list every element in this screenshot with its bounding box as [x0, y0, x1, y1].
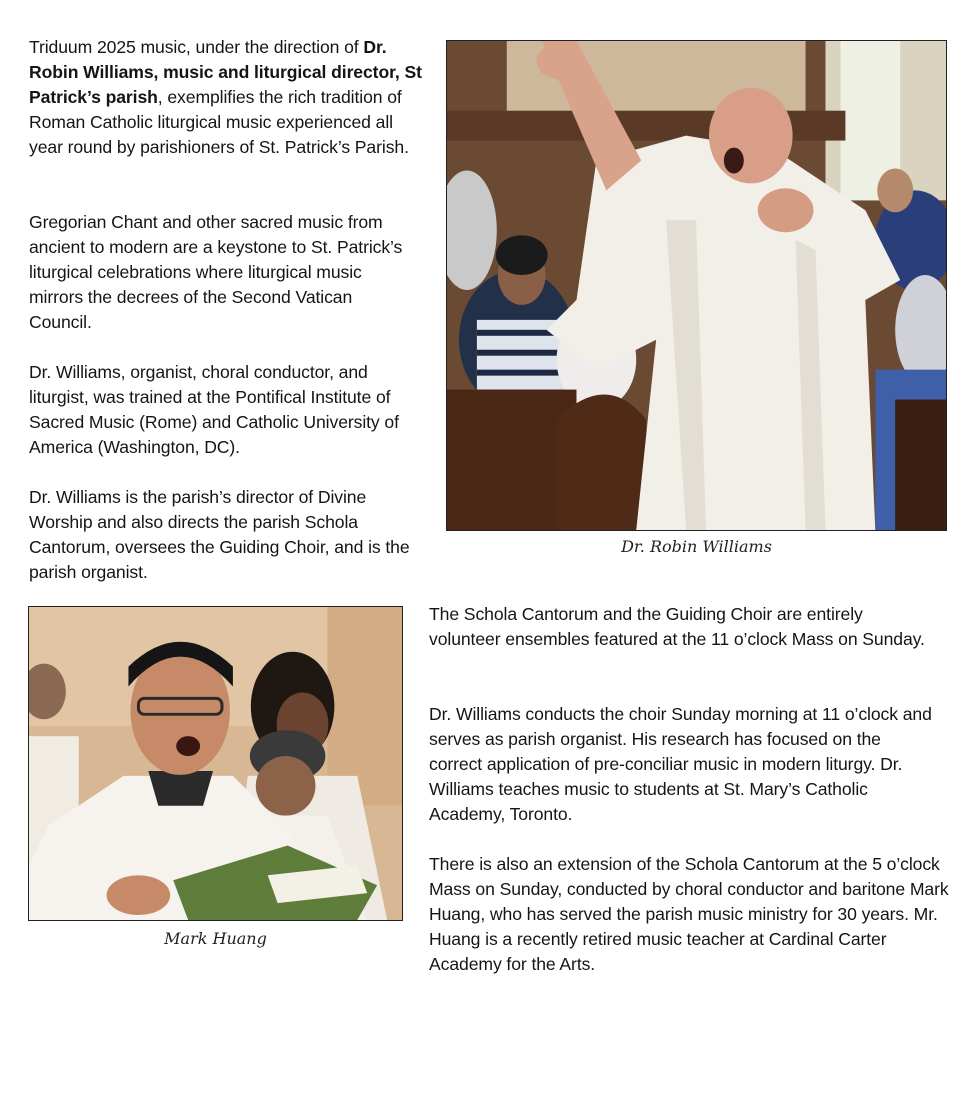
- williams-caption: Dr. Robin Williams: [621, 537, 772, 556]
- director-paragraph: Dr. Williams is the parish’s director of Divine Worship and also directs the parish Schola Cantorum, oversees the Guiding Choir, and is the parish organist.: [29, 487, 410, 582]
- intro-pre: Triduum 2025 music, under the direction of: [29, 37, 364, 57]
- intro-bold-name: Dr. Robin Williams, music and liturgical director, St Patrick’s parish: [29, 37, 422, 107]
- intro-paragraph: [29, 35, 429, 160]
- extension-paragraph: There is also an extension of the Schola Cantorum at the 5 o’clock Mass on Sunday, conducted by choral conductor and baritone Mark Huang, who has served the parish music ministry for 30 years. Mr. Huang is a recently retired music teacher at Cardinal Carter Academy for the Arts.: [429, 854, 949, 974]
- williams-photo: [446, 40, 947, 531]
- training-paragraph: Dr. Williams, organist, choral conductor, and liturgist, was trained at the Pontifical Institute of Sacred Music (Rome) and Catholic University of America (Washington, DC).: [29, 362, 399, 457]
- ensembles-paragraph: The Schola Cantorum and the Guiding Choir are entirely volunteer ensembles featured at the 11 o’clock Mass on Sunday.: [429, 604, 925, 649]
- intro-post: , exemplifies the rich tradition of Roman Catholic liturgical music experienced all year round by parishioners of St. Patrick’s Parish.: [29, 87, 409, 157]
- huang-photo: [28, 606, 403, 921]
- chant-paragraph: Gregorian Chant and other sacred music from ancient to modern are a keystone to St. Patrick’s liturgical celebrations where liturgical music mirrors the decrees of the Second Vatican Council.: [29, 212, 403, 332]
- conducts-paragraph: Dr. Williams conducts the choir Sunday morning at 11 o’clock and serves as parish organist. His research has focused on the correct application of pre-conciliar music in modern liturgy. Dr. Williams teaches music to students at St. Mary’s Catholic Academy, Toronto.: [429, 704, 932, 824]
- huang-photo-image: [29, 607, 402, 920]
- williams-photo-image: [447, 41, 946, 530]
- huang-caption: Mark Huang: [164, 929, 267, 948]
